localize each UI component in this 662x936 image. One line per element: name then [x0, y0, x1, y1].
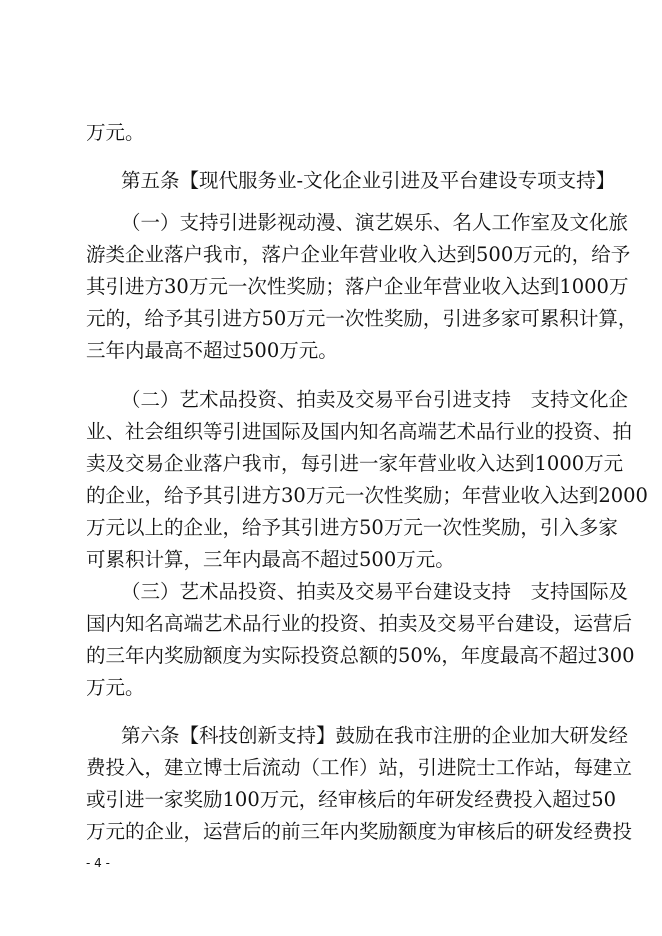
article-6-line: 第六条【科技创新支持】鼓励在我市注册的企业加大研发经: [121, 724, 629, 747]
text-line: 万元以上的企业，给予其引进方50万元一次性奖励，引入多家: [86, 516, 618, 539]
article-5-heading: 第五条【现代服务业-文化企业引进及平台建设专项支持】: [121, 169, 616, 192]
text-line: 可累积计算，三年内最高不超过500万元。: [86, 548, 455, 571]
text-line: 其引进方30万元一次性奖励；落户企业年营业收入达到1000万: [86, 275, 629, 298]
text-line: 或引进一家奖励100万元，经审核后的年研发经费投入超过50: [86, 788, 617, 811]
text-line: 的企业，给予其引进方30万元一次性奖励；年营业收入达到2000: [86, 484, 648, 507]
text-line: （一）支持引进影视动漫、演艺娱乐、名人工作室及文化旅: [121, 211, 629, 234]
text-line: 三年内最高不超过500万元。: [86, 339, 338, 362]
text-line: 费投入，建立博士后流动（工作）站，引进院士工作站，每建立: [86, 756, 633, 779]
text-line: 业、社会组织等引进国际及国内知名高端艺术品行业的投资、拍: [86, 420, 633, 443]
page-number: - 4 -: [86, 856, 110, 870]
text-line: 万元。: [86, 676, 145, 699]
text-line: 国内知名高端艺术品行业的投资、拍卖及交易平台建设，运营后: [86, 612, 633, 635]
text-line: 万元。: [86, 121, 145, 144]
text-line: （三）艺术品投资、拍卖及交易平台建设支持 支持国际及: [121, 580, 629, 603]
text-line: 万元的企业，运营后的前三年内奖励额度为审核后的研发经费投: [86, 820, 633, 843]
text-line: 的三年内奖励额度为实际投资总额的50%，年度最高不超过300: [86, 644, 635, 667]
text-line: （二）艺术品投资、拍卖及交易平台引进支持 支持文化企: [121, 388, 629, 411]
text-line: 卖及交易企业落户我市，每引进一家年营业收入达到1000万元: [86, 452, 624, 475]
text-line: 游类企业落户我市，落户企业年营业收入达到500万元的，给予: [86, 243, 631, 266]
text-line: 元的，给予其引进方50万元一次性奖励，引进多家可累积计算，: [86, 307, 638, 330]
